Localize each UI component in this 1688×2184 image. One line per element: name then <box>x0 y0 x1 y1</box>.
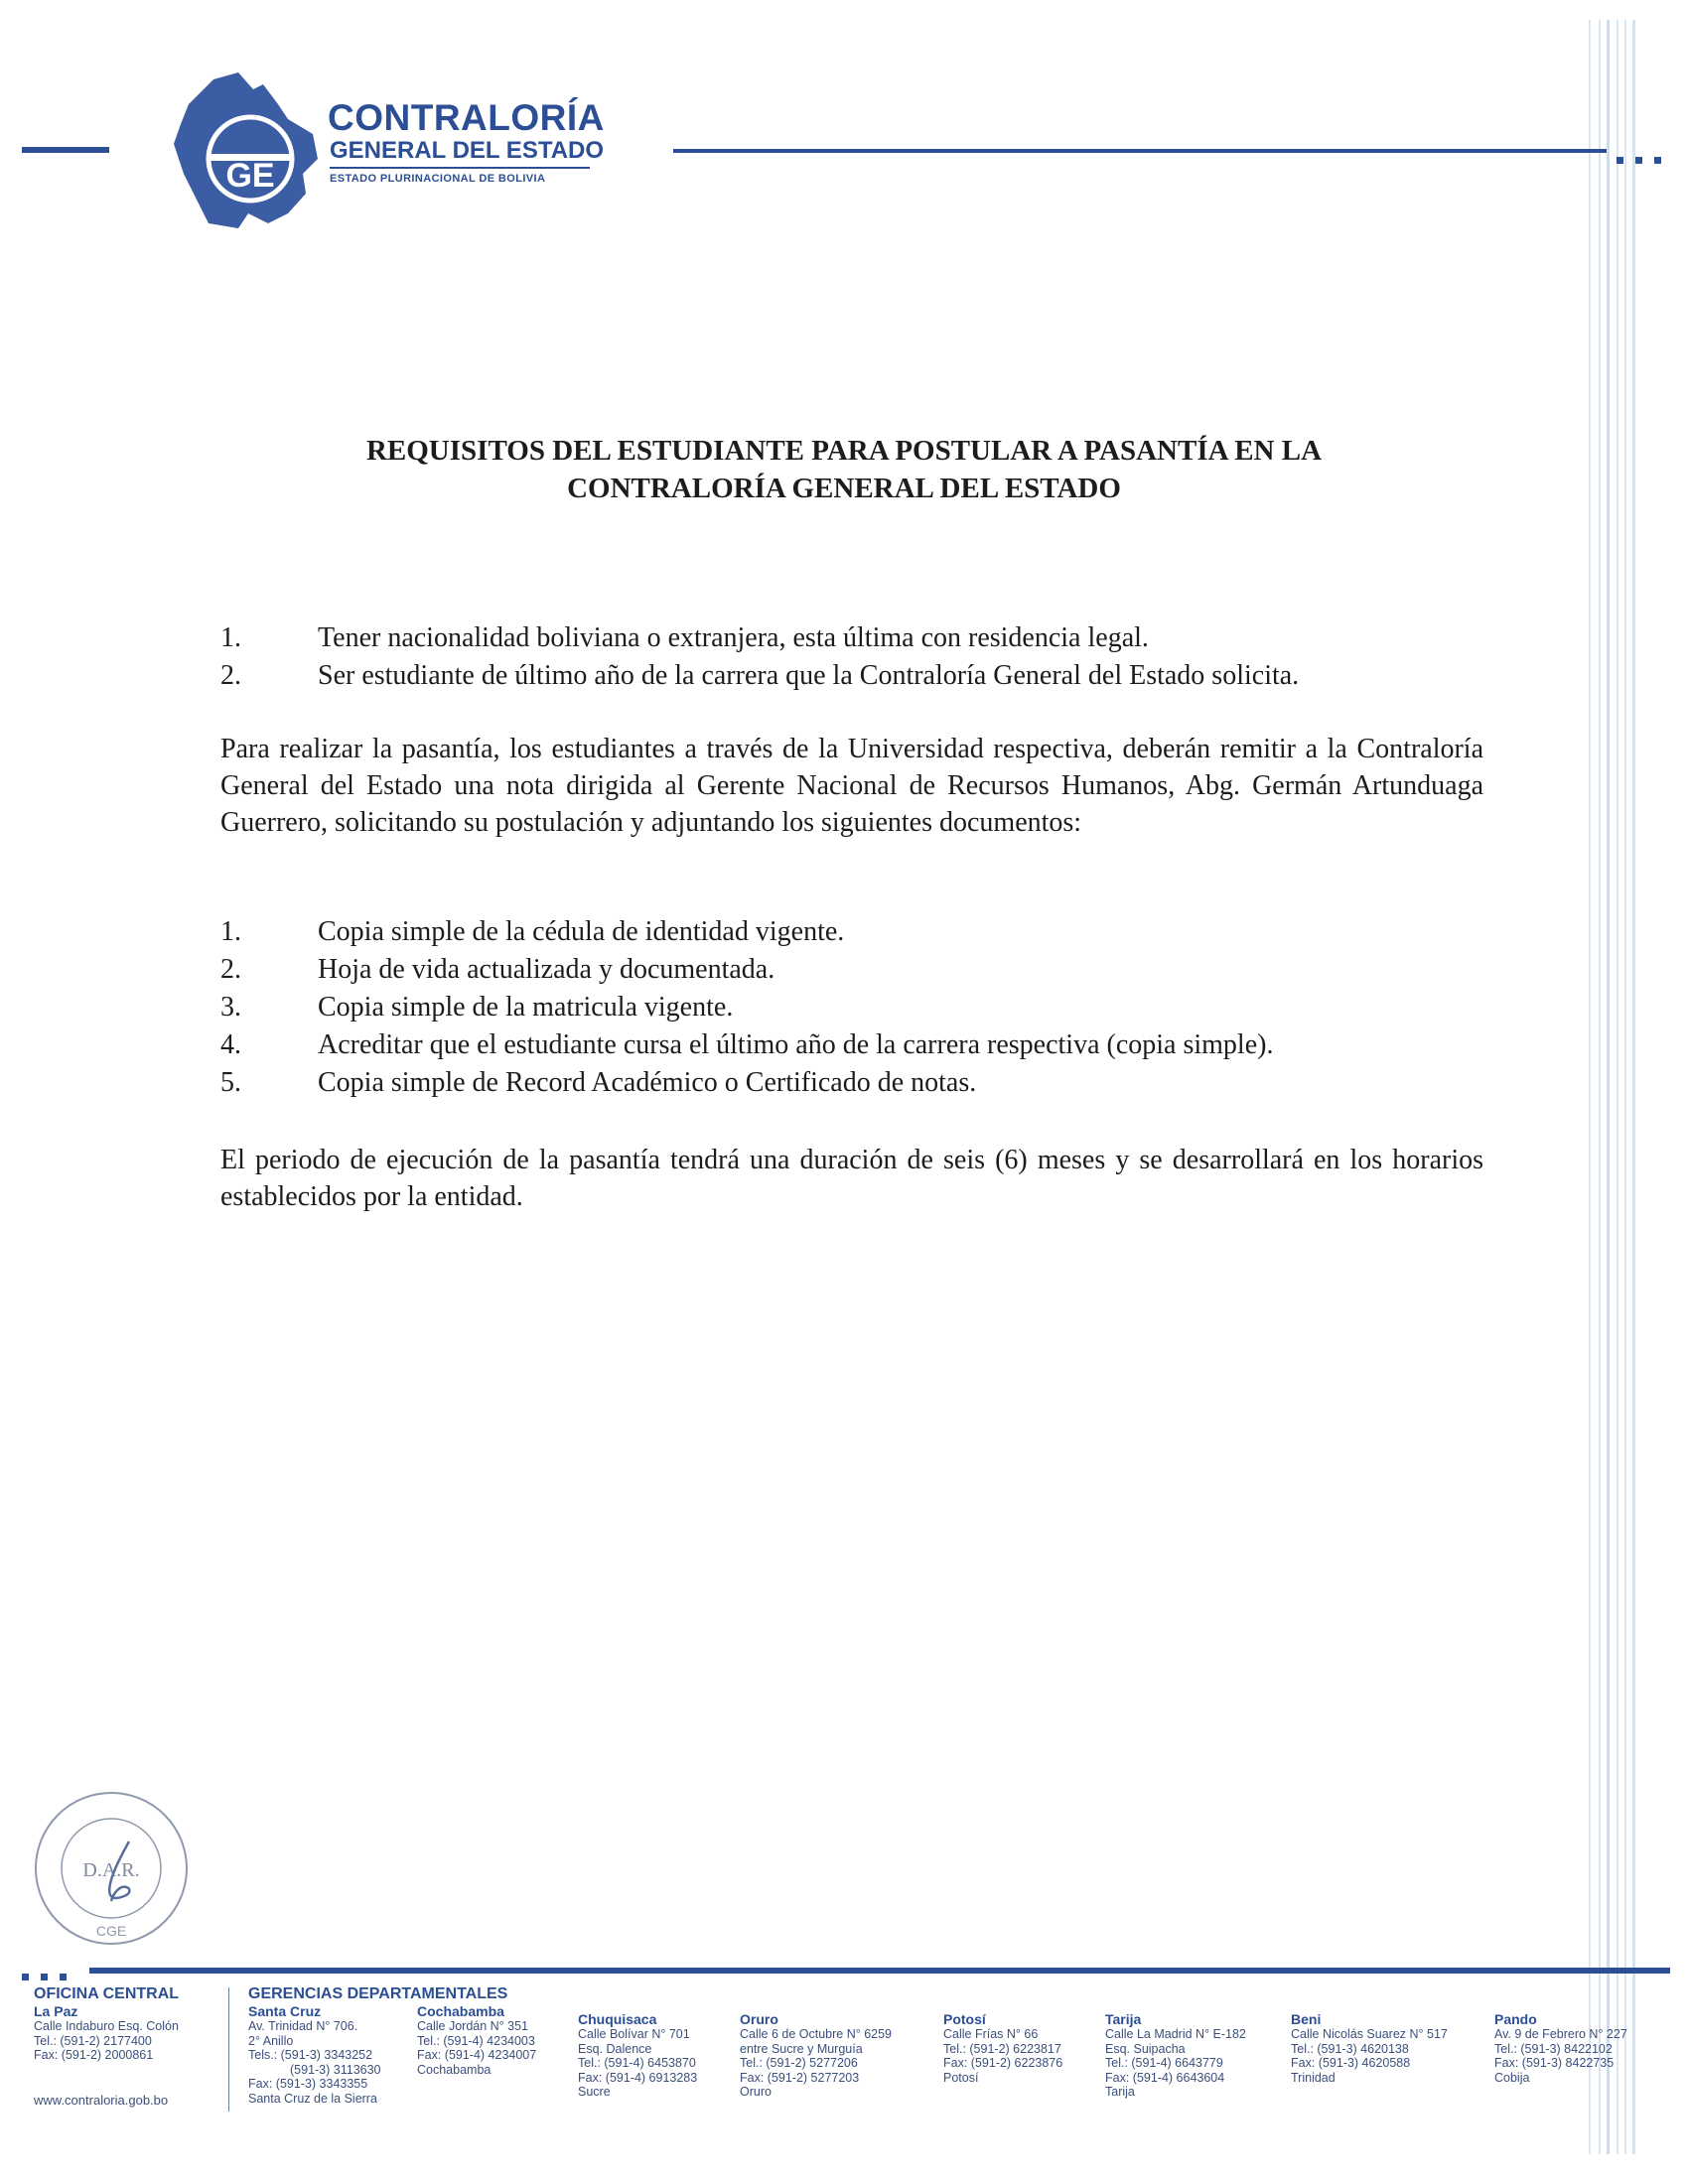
org-subtitle: GENERAL DEL ESTADO <box>330 137 605 164</box>
item-text: Acreditar que el estudiante cursa el último año de la carrera respectiva (copia simple). <box>318 1029 1274 1060</box>
item-text: Copia simple de la cédula de identidad vigente. <box>318 916 845 947</box>
requirements-list <box>220 619 1299 695</box>
org-name: CONTRALORÍA <box>328 97 605 138</box>
closing-paragraph: El periodo de ejecución de la pasantía tendrá una duración de seis (6) meses y se desarrollará en los horarios establecidos por la entidad. <box>220 1145 1483 1212</box>
footer-divider <box>228 1987 229 2112</box>
svg-text:GE: GE <box>225 157 275 195</box>
list-item <box>220 657 1299 695</box>
item-number: 3. <box>220 992 241 1023</box>
central-office-title: OFICINA CENTRAL <box>34 1985 180 2002</box>
office-pando: Pando Av. 9 de Febrero N° 227 Tel.: (591-3) 8422102 Fax: (591-3) 8422735 Cobija <box>1494 2011 1627 2085</box>
item-text: Copia simple de Record Académico o Certificado de notas. <box>318 1067 977 1098</box>
item-text: Tener nacionalidad boliviana o extranjera, esta última con residencia legal. <box>318 622 1149 653</box>
item-number: 1. <box>220 916 241 947</box>
website-link[interactable]: www.contraloria.gob.bo <box>34 2093 169 2108</box>
office-potosi: Potosí Calle Frías N° 66 Tel.: (591-2) 6223817 Fax: (591-2) 6223876 Potosí <box>943 2011 1063 2085</box>
office-central: La Paz Calle Indaburo Esq. Colón Tel.: (591-2) 2177400 Fax: (591-2) 2000861 <box>34 2003 179 2062</box>
seal-bottom-text: CGE <box>95 1923 127 1939</box>
header-rule-left <box>22 147 109 153</box>
documents-list <box>220 913 1273 1102</box>
office-santa-cruz: Santa Cruz Av. Trinidad N° 706. 2° Anillo Tels.: (591-3) 3343252 (591-3) 3113630 Fax: (591-3) 3343355 Santa Cruz de la Sierra <box>248 2003 381 2106</box>
list-item <box>220 1064 1273 1102</box>
regional-offices-title: GERENCIAS DEPARTAMENTALES <box>248 1985 508 2002</box>
logo-rule <box>330 167 590 169</box>
office-cochabamba: Cochabamba Calle Jordán N° 351 Tel.: (591-4) 4234003 Fax: (591-4) 4234007 Cochabamba <box>417 2003 537 2077</box>
office-beni: Beni Calle Nicolás Suarez N° 517 Tel.: (591-3) 4620138 Fax: (591-3) 4620588 Trinidad <box>1291 2011 1448 2085</box>
list-item <box>220 1026 1273 1064</box>
footer-dots <box>22 1968 78 1985</box>
scan-edge-stripes <box>1589 20 1648 2154</box>
item-text: Copia simple de la matricula vigente. <box>318 992 734 1023</box>
org-country: ESTADO PLURINACIONAL DE BOLIVIA <box>330 173 546 185</box>
office-chuquisaca: Chuquisaca Calle Bolívar N° 701 Esq. Dalence Tel.: (591-4) 6453870 Fax: (591-4) 6913283 Sucre <box>578 2011 698 2099</box>
bolivia-map-logo-icon <box>169 65 328 233</box>
header-dots <box>1617 151 1673 169</box>
office-tarija: Tarija Calle La Madrid N° E-182 Esq. Suipacha Tel.: (591-4) 6643779 Fax: (591-4) 6643604 Tarija <box>1105 2011 1246 2099</box>
list-item <box>220 951 1273 989</box>
seal-center-text: D.A.R. <box>82 1859 140 1881</box>
item-text: Hoja de vida actualizada y documentada. <box>318 954 775 985</box>
footer-rule <box>89 1968 1670 1974</box>
org-logo-text <box>328 99 605 185</box>
item-number: 1. <box>220 622 241 653</box>
title-line-2: CONTRALORÍA GENERAL DEL ESTADO <box>567 473 1121 504</box>
office-oruro: Oruro Calle 6 de Octubre N° 6259 entre Sucre y Murguía Tel.: (591-2) 5277206 Fax: (591-2) 5277203 Oruro <box>740 2011 893 2099</box>
title-line-1: REQUISITOS DEL ESTUDIANTE PARA POSTULAR A PASANTÍA EN LA <box>365 435 1323 467</box>
item-number: 2. <box>220 660 241 691</box>
item-number: 5. <box>220 1067 241 1098</box>
page-title <box>218 432 1470 507</box>
list-item <box>220 913 1273 951</box>
list-item <box>220 989 1273 1026</box>
hr-seal-stamp <box>30 1787 194 1951</box>
item-number: 4. <box>220 1029 241 1060</box>
list-item <box>220 619 1299 657</box>
intro-paragraph: Para realizar la pasantía, los estudiantes a través de la Universidad respectiva, deberán remitir a la Contraloría General del Estado una nota dirigida al Gerente Nacional de Recursos Humanos, Abg. Germán Artunduaga Guerrero, solicitando su postulación y adjuntando los siguientes documentos: <box>220 734 1483 838</box>
header-rule-right <box>673 149 1607 153</box>
item-number: 2. <box>220 954 241 985</box>
item-text: Ser estudiante de último año de la carrera que la Contraloría General del Estado solicita. <box>318 660 1300 691</box>
